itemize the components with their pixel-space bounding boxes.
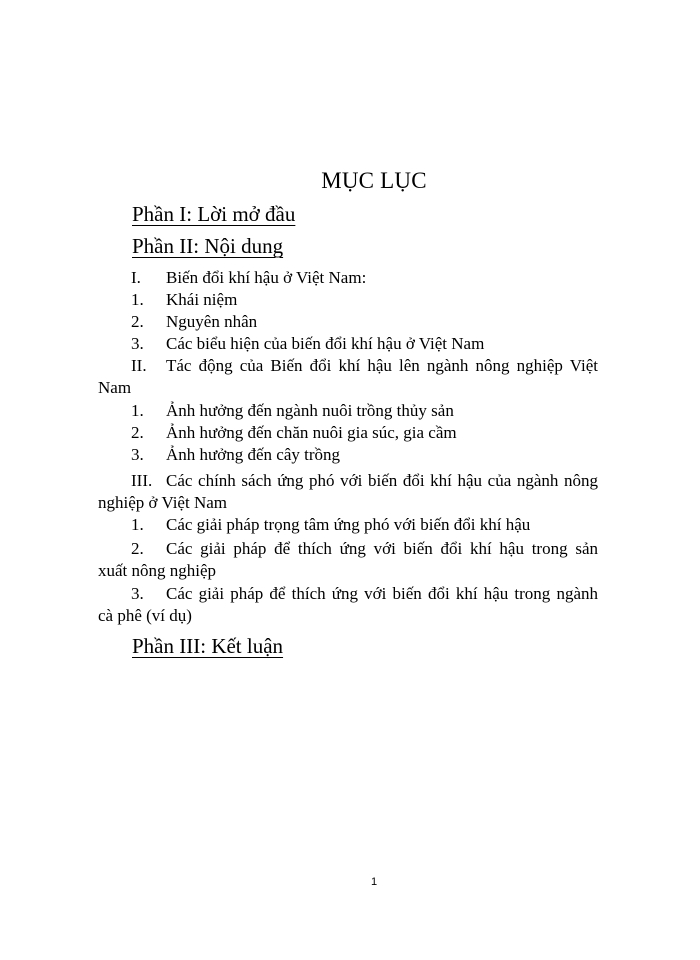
toc-entry-text: Biến đổi khí hậu ở Việt Nam: bbox=[166, 268, 367, 287]
toc-entry-text: Khái niệm bbox=[166, 290, 238, 309]
toc-entry-marker: II. bbox=[131, 356, 147, 375]
toc-entry-text: Các giải pháp để thích ứng với biến đổi khí hậu trong sản bbox=[166, 539, 598, 558]
toc-entry-marker: 2. bbox=[131, 312, 144, 331]
toc-entry-marker: I. bbox=[131, 268, 141, 287]
toc-entry-continuation: Nam bbox=[98, 378, 132, 397]
toc-entry-text: Ảnh hưởng đến cây trồng bbox=[166, 445, 341, 464]
toc-entry-text: Nguyên nhân bbox=[166, 312, 258, 331]
toc-entry-continuation: xuất nông nghiệp bbox=[98, 561, 217, 580]
toc-part-3[interactable]: Phần III: Kết luận bbox=[132, 634, 284, 658]
toc-entry-marker: 2. bbox=[131, 423, 144, 442]
toc-entry-text: Các biểu hiện của biến đổi khí hậu ở Việt Nam bbox=[166, 334, 485, 353]
page-number: 1 bbox=[370, 876, 378, 888]
toc-entry-marker: III. bbox=[131, 471, 153, 490]
toc-part-1[interactable]: Phần I: Lời mở đầu bbox=[132, 202, 296, 226]
toc-part-2[interactable]: Phần II: Nội dung bbox=[132, 234, 284, 258]
toc-entry-text: Tác động của Biến đổi khí hậu lên ngành nông nghiệp Việt bbox=[166, 356, 598, 375]
toc-entry-continuation: nghiệp ở Việt Nam bbox=[98, 493, 227, 512]
toc-entry-text: Các chính sách ứng phó với biến đổi khí hậu của ngành nông bbox=[166, 471, 598, 490]
toc-entry-text: Ảnh hưởng đến ngành nuôi trồng thủy sản bbox=[166, 401, 454, 420]
toc-entry-marker: 1. bbox=[131, 515, 144, 534]
toc-entry-text: Các giải pháp trọng tâm ứng phó với biến đổi khí hậu bbox=[166, 515, 531, 534]
toc-entry-marker: 2. bbox=[131, 539, 144, 558]
toc-entry-marker: 3. bbox=[131, 445, 144, 464]
toc-entry-marker: 3. bbox=[131, 334, 144, 353]
toc-entry-marker: 1. bbox=[131, 401, 144, 420]
toc-entry-marker: 1. bbox=[131, 290, 144, 309]
toc-entry-continuation: cà phê (ví dụ) bbox=[98, 606, 192, 625]
page-title: MỤC LỤC bbox=[321, 168, 427, 193]
toc-entry-text: Các giải pháp để thích ứng với biến đổi khí hậu trong ngành bbox=[166, 584, 598, 603]
toc-entry-marker: 3. bbox=[131, 584, 144, 603]
toc-entry-text: Ảnh hưởng đến chăn nuôi gia súc, gia cầm bbox=[166, 423, 457, 442]
